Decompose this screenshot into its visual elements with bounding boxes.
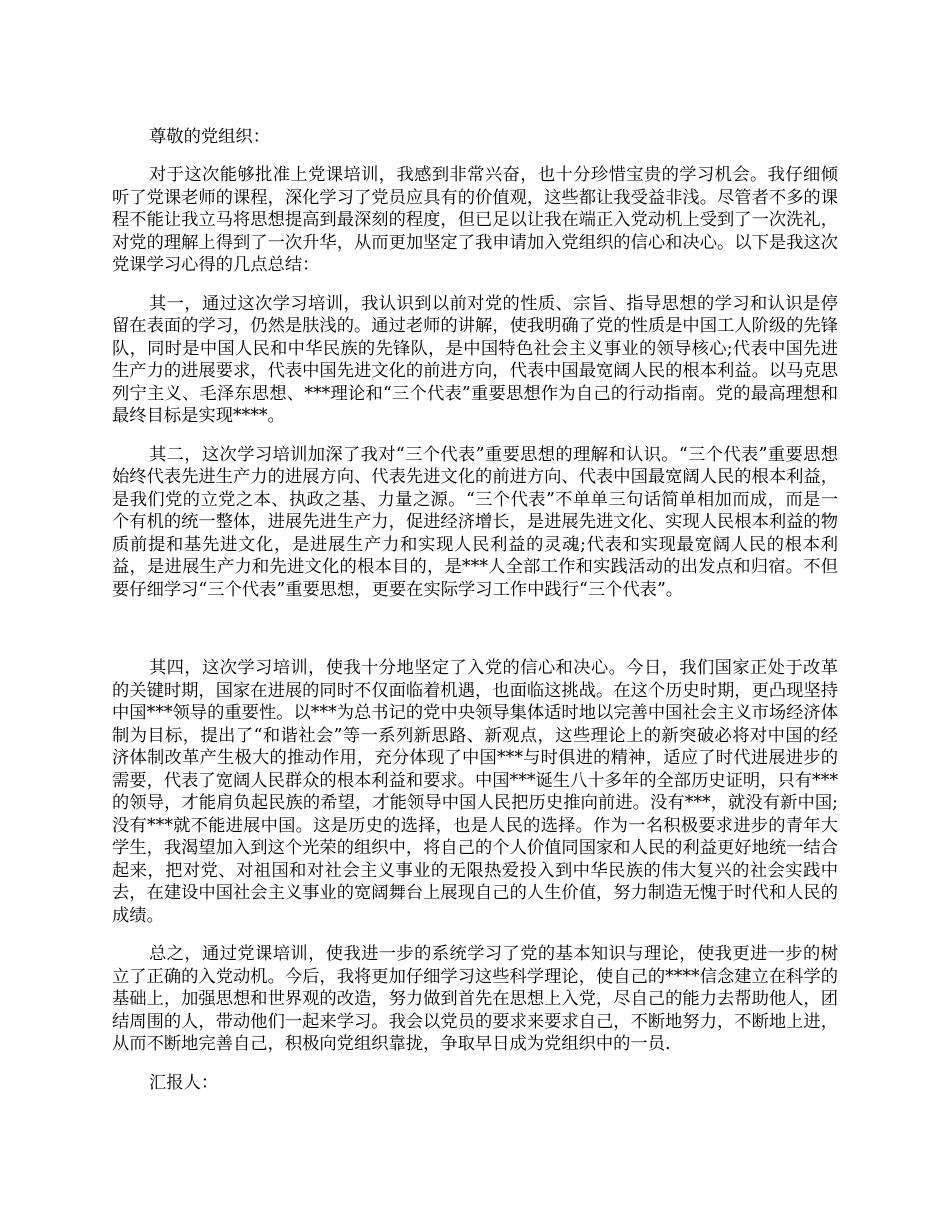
blank-gap [112,617,838,657]
paragraph-point-two: 其二，这次学习培训加深了我对“三个代表”重要思想的理解和认识。“三个代表”重要思想始终代表先进生产力的进展方向、代表先进文化的前进方向、代表中国最宽阔人民的根本利益，是我们党的立党之本、执政之基、力量之源。“三个代表”不单单三句话简单相加而成，而是一个有机的统一整体，进展先进生产力，促进经济增长，是进展先进文化、实现人民根本利益的物质前提和基先进文化，是进展生产力和实现人民利益的灵魂;代表和实现最宽阔人民的根本利益，是进展生产力和先进文化的根本目的，是***人全部工作和实践活动的出发点和归宿。不但要仔细学习“三个代表”重要思想，更要在实际学习工作中践行“三个代表”。 [112,444,838,600]
letter-body [112,126,838,1094]
paragraph-intro: 对于这次能够批准上党课培训，我感到非常兴奋，也十分珍惜宝贵的学习机会。我仔细倾听了党课老师的课程，深化学习了党员应具有的价值观，这些都让我受益非浅。尽管者不多的课程不能让我立马将思想提高到最深刻的程度，但已足以让我在端正入党动机上受到了一次洗礼，对党的理解上得到了一次升华，从而更加坚定了我申请加入党组织的信心和决心。以下是我这次党课学习心得的几点总结： [112,165,838,275]
paragraph-point-four: 其四，这次学习培训，使我十分地坚定了入党的信心和决心。今日，我们国家正处于改革的关键时期，国家在进展的同时不仅面临着机遇，也面临这挑战。在这个历史时期，更凸现坚持中国***领导的重要性。以***为总书记的党中央领导集体适时地以完善中国社会主义市场经济体制为目标，提出了“和谐社会”等一系列新思路、新观点，这些理论上的新突破必将对中国的经济体制改革产生极大的推动作用，充分体现了中国***与时俱进的精神，适应了时代进展进步的需要，代表了宽阔人民群众的根本利益和要求。中国***诞生八十多年的全部历史证明，只有***的领导，才能肩负起民族的希望，才能领导中国人民把历史推向前进。没有***，就没有新中国;没有***就不能进展中国。这是历史的选择，也是人民的选择。作为一名积极要求进步的青年大学生，我渴望加入到这个光荣的组织中，将自己的个人价值同国家和人民的利益更好地统一结合起来，把对党、对祖国和对社会主义事业的无限热爱投入到中华民族的伟大复兴的社会实践中去，在建设中国社会主义事业的宽阔舞台上展现自己的人生价值，努力制造无愧于时代和人民的成绩。 [112,658,838,926]
signature-label: 汇报人： [149,1072,219,1093]
salutation: 尊敬的党组织： [149,127,270,147]
paragraph-conclusion: 总之，通过党课培训，使我进一步的系统学习了党的基本知识与理论，使我更进一步的树立了正确的入党动机。今后，我将更加仔细学习这些科学理论，使自己的****信念建立在科学的基础上，加强思想和世界观的改造，努力做到首先在思想上入党，尽自己的能力去帮助他人，团结周围的人，带动他们一起来学习。我会以党员的要求来要求自己，不断地努力，不断地上进，从而不断地完善自己，积极向党组织靠拢，争取早日成为党组织中的一员. [112,944,838,1054]
paragraph-point-one: 其一，通过这次学习培训，我认识到以前对党的性质、宗旨、指导思想的学习和认识是停留在表面的学习，仍然是肤浅的。通过老师的讲解，使我明确了党的性质是中国工人阶级的先锋队，同时是中国人民和中华民族的先锋队，是中国特色社会主义事业的领导核心;代表中国先进生产力的进展要求，代表中国先进文化的前进方向，代表中国最宽阔人民的根本利益。以马克思列宁主义、毛泽东思想、***理论和“三个代表”重要思想作为自己的行动指南。党的最高理想和最终目标是实现****。 [112,293,838,426]
